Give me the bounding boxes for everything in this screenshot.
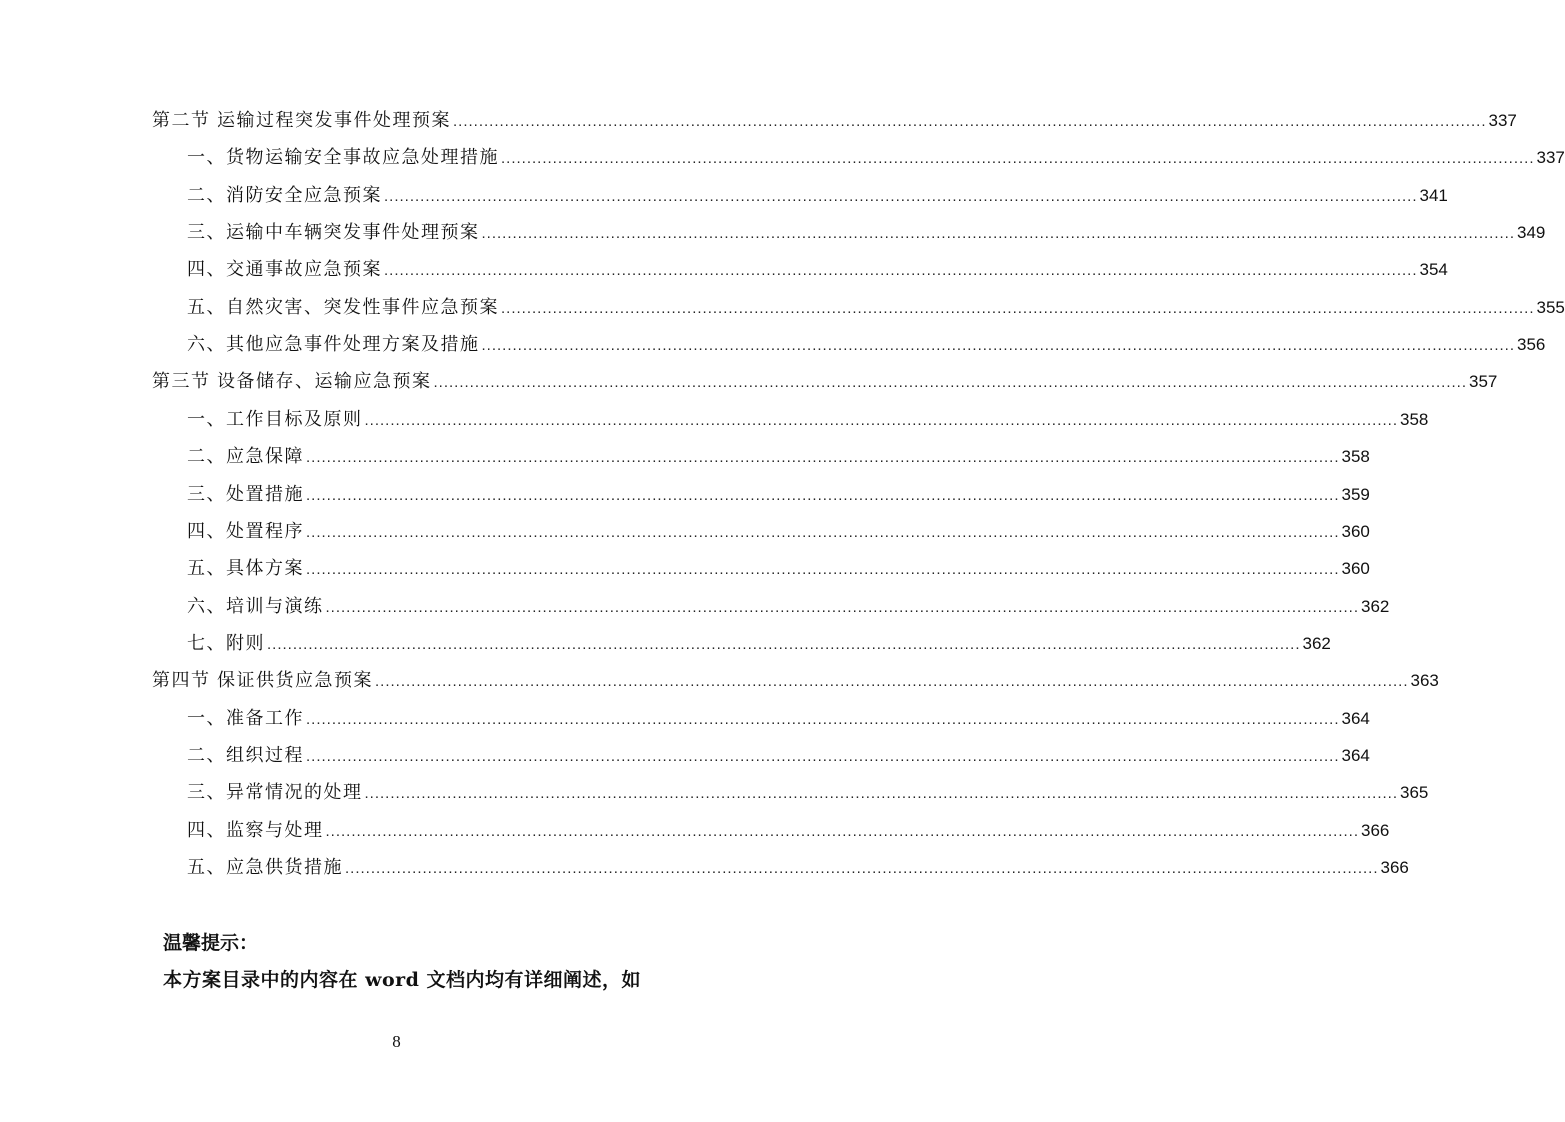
toc-entry-page: 360 bbox=[1341, 521, 1370, 541]
dot-leader: ........................................................................................................................................................................................................ bbox=[453, 113, 1487, 130]
toc-entry[interactable] bbox=[187, 778, 1429, 806]
dot-leader: ........................................................................................................................................................................................................ bbox=[325, 598, 1359, 616]
toc-entry-title: 三、处置措施 bbox=[187, 483, 304, 504]
toc-entry[interactable] bbox=[187, 442, 1370, 470]
toc-entry-page: 354 bbox=[1419, 260, 1448, 280]
toc-entry-title: 六、其他应急事件处理方案及措施 bbox=[187, 334, 480, 355]
toc-entry-page: 364 bbox=[1341, 745, 1370, 765]
toc-entry-page: 358 bbox=[1341, 447, 1370, 467]
toc-entry[interactable] bbox=[187, 293, 1565, 321]
toc-entry-title: 第三节 设备储存、运输应急预案 bbox=[152, 371, 432, 392]
toc-entry[interactable] bbox=[187, 255, 1448, 283]
toc-section-entry[interactable] bbox=[152, 106, 1517, 134]
toc-entry[interactable] bbox=[187, 480, 1370, 508]
toc-entry-title: 五、应急供货措施 bbox=[187, 857, 343, 877]
toc-entry[interactable] bbox=[187, 592, 1390, 620]
toc-entry[interactable] bbox=[187, 143, 1565, 171]
toc-entry-page: 349 bbox=[1517, 223, 1546, 243]
toc-entry[interactable] bbox=[187, 181, 1448, 209]
dot-leader: ........................................................................................................................................................................................................ bbox=[501, 299, 1535, 317]
toc-entry-page: 358 bbox=[1400, 409, 1429, 429]
toc-entry-page: 364 bbox=[1341, 708, 1370, 728]
toc-entry-title: 二、应急保障 bbox=[187, 446, 304, 467]
toc-entry-page: 355 bbox=[1536, 297, 1565, 317]
toc-entry-title: 一、准备工作 bbox=[187, 707, 304, 728]
toc-entry-page: 360 bbox=[1341, 559, 1370, 579]
toc-entry[interactable] bbox=[187, 554, 1370, 582]
toc-entry-page: 341 bbox=[1419, 185, 1448, 205]
toc-entry-page: 363 bbox=[1410, 671, 1439, 691]
toc-entry-page: 359 bbox=[1341, 484, 1370, 504]
toc-entry-page: 356 bbox=[1517, 335, 1546, 355]
dot-leader: ........................................................................................................................................................................................................ bbox=[364, 411, 1398, 429]
toc-entry-title: 三、运输中车辆突发事件处理预案 bbox=[187, 222, 480, 243]
dot-leader: ........................................................................................................................................................................................................ bbox=[306, 449, 1340, 467]
toc-entry-title: 四、交通事故应急预案 bbox=[187, 259, 382, 280]
toc-entry-title: 四、监察与处理 bbox=[187, 819, 324, 840]
toc-entry-title: 七、附则 bbox=[187, 632, 265, 653]
toc-entry-title: 六、培训与演练 bbox=[187, 595, 324, 616]
toc-entry[interactable] bbox=[187, 517, 1370, 545]
toc-entry-page: 365 bbox=[1400, 783, 1429, 803]
toc-entry-page: 362 bbox=[1302, 633, 1331, 653]
dot-leader: ........................................................................................................................................................................................................ bbox=[481, 337, 1515, 355]
toc-entry[interactable] bbox=[187, 629, 1331, 657]
toc-entry[interactable] bbox=[187, 741, 1370, 769]
toc-entry-title: 第四节 保证供货应急预案 bbox=[152, 670, 373, 691]
toc-entry[interactable] bbox=[187, 704, 1370, 732]
toc-entry-page: 362 bbox=[1361, 596, 1390, 616]
dot-leader: ........................................................................................................................................................................................................ bbox=[306, 486, 1340, 504]
toc-entry-title: 五、具体方案 bbox=[187, 558, 304, 579]
toc-entry-page: 357 bbox=[1469, 372, 1498, 392]
dot-leader: ........................................................................................................................................................................................................ bbox=[384, 262, 1418, 280]
toc-entry-page: 337 bbox=[1488, 111, 1517, 130]
dot-leader: ........................................................................................................................................................................................................ bbox=[375, 673, 1409, 691]
toc-entry[interactable] bbox=[187, 816, 1390, 844]
toc-entry[interactable] bbox=[187, 405, 1429, 433]
dot-leader: ........................................................................................................................................................................................................ bbox=[384, 187, 1418, 205]
dot-leader: ........................................................................................................................................................................................................ bbox=[306, 561, 1340, 579]
toc-entry-title: 二、组织过程 bbox=[187, 744, 304, 765]
toc-entry-title: 二、消防安全应急预案 bbox=[187, 184, 382, 205]
toc-entry[interactable] bbox=[187, 218, 1546, 246]
dot-leader: ........................................................................................................................................................................................................ bbox=[306, 523, 1340, 541]
page-number: 8 bbox=[392, 1032, 401, 1051]
toc-entry-title: 一、货物运输安全事故应急处理措施 bbox=[187, 147, 499, 168]
dot-leader: ........................................................................................................................................................................................................ bbox=[433, 374, 1467, 392]
dot-leader: ........................................................................................................................................................................................................ bbox=[267, 635, 1301, 653]
toc-entry-title: 三、异常情况的处理 bbox=[187, 782, 363, 803]
toc-section-entry[interactable] bbox=[152, 367, 1498, 395]
dot-leader: ........................................................................................................................................................................................................ bbox=[306, 747, 1340, 765]
toc-entry-title: 四、处置程序 bbox=[187, 520, 304, 541]
dot-leader: ........................................................................................................................................................................................................ bbox=[501, 150, 1535, 168]
toc-entry-page: 337 bbox=[1536, 148, 1565, 168]
toc-entry-page: 366 bbox=[1380, 858, 1409, 877]
dot-leader: ........................................................................................................................................................................................................ bbox=[325, 822, 1359, 840]
toc-entry-title: 第二节 运输过程突发事件处理预案 bbox=[152, 110, 451, 130]
tip-text: 本方案目录中的内容在 word 文档内均有详细阐述，如 bbox=[163, 969, 642, 991]
toc-entry[interactable] bbox=[187, 853, 1409, 881]
dot-leader: ........................................................................................................................................................................................................ bbox=[364, 785, 1398, 803]
toc-entry-title: 五、自然灾害、突发性事件应急预案 bbox=[187, 296, 499, 317]
toc-entry-page: 366 bbox=[1361, 820, 1390, 840]
dot-leader: ........................................................................................................................................................................................................ bbox=[306, 710, 1340, 728]
toc-entry[interactable] bbox=[187, 330, 1546, 358]
dot-leader: ........................................................................................................................................................................................................ bbox=[481, 225, 1515, 243]
tip-heading: 温馨提示： bbox=[163, 932, 259, 954]
dot-leader: ........................................................................................................................................................................................................ bbox=[345, 860, 1379, 877]
toc-section-entry[interactable] bbox=[152, 666, 1439, 694]
toc-entry-title: 一、工作目标及原则 bbox=[187, 408, 363, 429]
